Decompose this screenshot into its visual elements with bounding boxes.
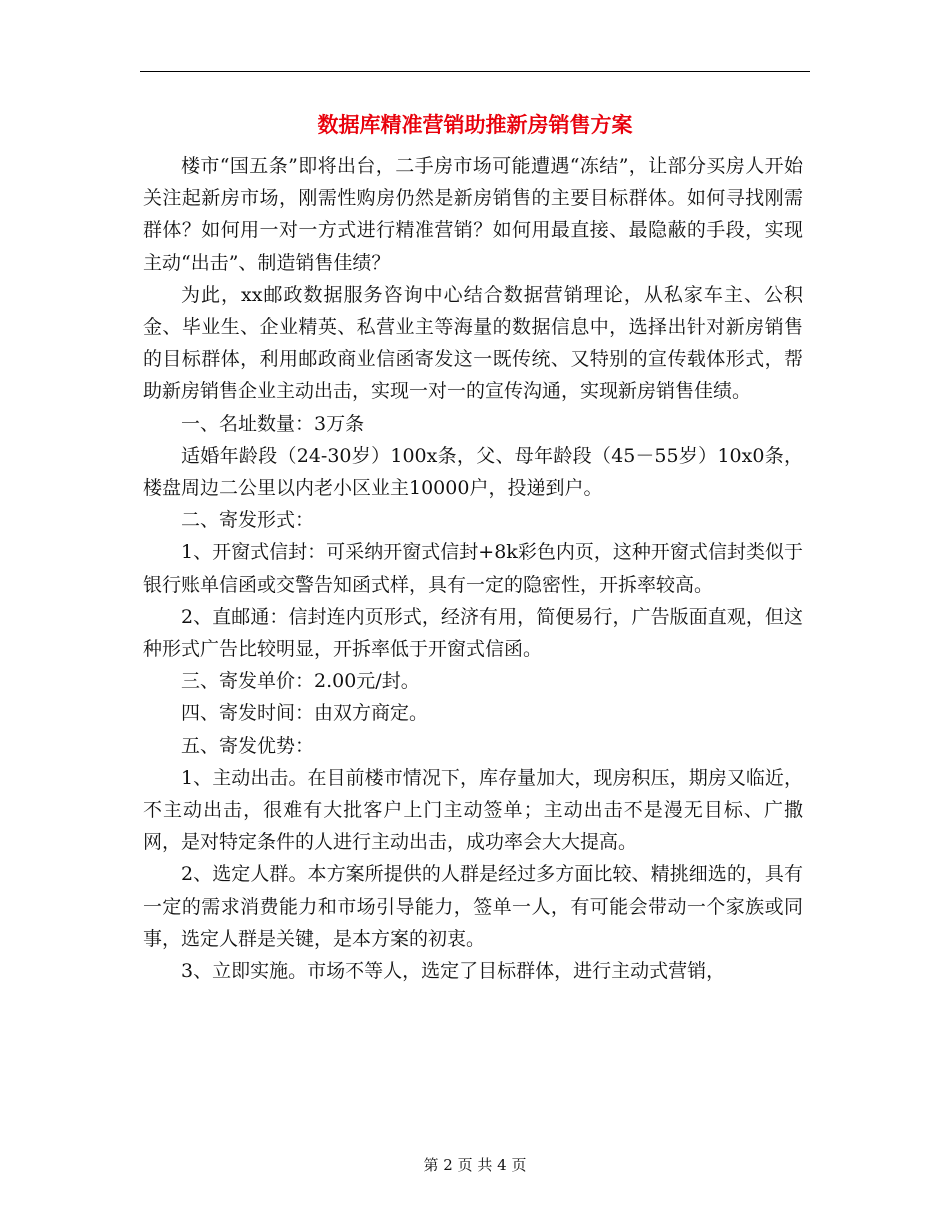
section-heading-address-count: 一、名址数量：3万条 [181, 412, 365, 435]
section-heading-mail-format: 二、寄发形式： [181, 509, 315, 532]
paragraph-address-detail: 适婚年龄段（24-30岁）100x条，父、母年龄段（45－55岁）10x0条，楼盘周边二公里以内老小区业主10000户，投递到户。 [143, 444, 803, 500]
header-rule [140, 71, 810, 72]
section-heading-mail-time: 四、寄发时间：由双方商定。 [181, 702, 429, 725]
page-footer: 第 2 页 共 4 页 [423, 1156, 527, 1174]
paragraph-approach: 为此，xx邮政数据服务咨询中心结合数据营销理论，从私家车主、公积金、毕业生、企业精英、私营业主等海量的数据信息中，选择出针对新房销售的目标群体，利用邮政商业信函寄发这一既传统、又特别的宣传载体形式，帮助新房销售企业主动出击，实现一对一的宣传沟通，实现新房销售佳绩。 [143, 283, 803, 403]
section-heading-unit-price: 三、寄发单价：2.00元/封。 [181, 670, 420, 693]
document-body [143, 150, 803, 987]
paragraph-advantage-immediate: 3、立即实施。市场不等人，选定了目标群体，进行主动式营销， [181, 960, 726, 983]
paragraph-direct-mail: 2、直邮通：信封连内页形式，经济有用，简便易行，广告版面直观，但这种形式广告比较明显，开拆率低于开窗式信函。 [143, 605, 803, 661]
paragraph-advantage-targeting: 2、选定人群。本方案所提供的人群是经过多方面比较、精挑细选的，具有一定的需求消费能力和市场引导能力，签单一人，有可能会带动一个家族或同事，选定人群是关键，是本方案的初衷。 [143, 863, 803, 950]
paragraph-advantage-proactive: 1、主动出击。在目前楼市情况下，库存量加大，现房积压，期房又临近，不主动出击，很难有大批客户上门主动签单；主动出击不是漫无目标、广撒网，是对特定条件的人进行主动出击，成功率会大大提高。 [143, 766, 803, 854]
document-title: 数据库精准营销助推新房销售方案 [317, 112, 633, 137]
paragraph-intro: 楼市“国五条”即将出台，二手房市场可能遭遇“冻结”，让部分买房人开始关注起新房市场，刚需性购房仍然是新房销售的主要目标群体。如何寻找刚需群体？如何用一对一方式进行精准营销？如何用最直接、最隐蔽的手段，实现主动“出击”、制造销售佳绩？ [143, 155, 803, 274]
paragraph-window-envelope: 1、开窗式信封：可采纳开窗式信封+8k彩色内页，这种开窗式信封类似于银行账单信函或交警告知函式样，具有一定的隐密性，开拆率较高。 [143, 541, 803, 596]
section-heading-advantages: 五、寄发优势： [181, 734, 315, 757]
